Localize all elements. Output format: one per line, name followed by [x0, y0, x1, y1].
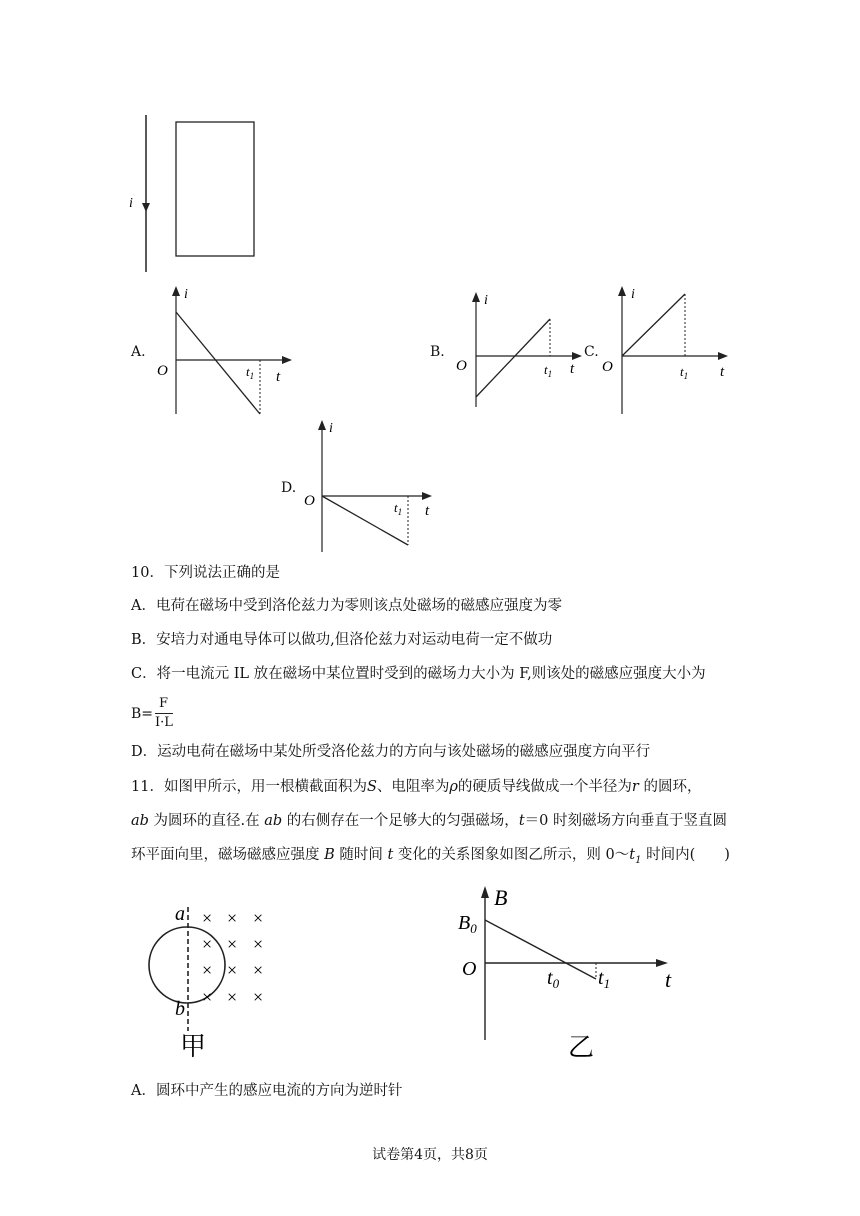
x-label: t [425, 503, 430, 519]
y-label: i [184, 287, 188, 302]
x-label: t [720, 364, 725, 380]
b0-label: $B_0$ [458, 912, 477, 936]
t1-label: $t_1$ [680, 364, 689, 381]
t1-label: $t_1$ [598, 967, 611, 991]
y-axis-label: B [494, 885, 508, 910]
x-arrow-icon [718, 352, 728, 360]
cross-icon: × [202, 934, 213, 954]
origin-label: O [304, 493, 315, 509]
origin-label: O [157, 363, 168, 379]
t1-label: $t_1$ [394, 500, 403, 517]
y-label: i [329, 421, 333, 436]
origin-label: O [602, 359, 613, 375]
current-line [476, 319, 553, 397]
cross-icon: × [202, 960, 213, 980]
q10-stem: 10．下列说法正确的是 [131, 565, 280, 581]
current-label: i [129, 196, 133, 211]
figure-caption-jia: 甲 [180, 1032, 207, 1061]
magnetic-field-crosses [202, 908, 263, 1007]
b-line [485, 920, 596, 979]
rectangular-loop [176, 122, 254, 256]
x-arrow-icon [282, 356, 292, 364]
x-label: t [570, 361, 575, 377]
y-arrow-icon [172, 286, 180, 296]
option-c-label[interactable]: C. [584, 344, 599, 360]
current-line [622, 294, 685, 356]
option-c-graph [598, 284, 738, 416]
wire-loop-figure [110, 110, 270, 280]
ring [149, 927, 225, 1003]
cross-icon: × [227, 908, 238, 928]
t1-label: $t_1$ [246, 364, 255, 381]
option-b-graph [450, 290, 590, 415]
q10-option-a[interactable]: A．电荷在磁场中受到洛伦兹力为零则该点处磁场的磁感应强度为零 [131, 598, 562, 614]
q11-option-a[interactable]: A．圆环中产生的感应电流的方向为逆时针 [131, 1083, 403, 1099]
eq-denominator: I·L [155, 715, 173, 730]
option-d-graph [298, 418, 443, 554]
y-arrow-icon [618, 286, 626, 296]
current-line [176, 312, 260, 414]
y-arrow-icon [472, 292, 480, 302]
cross-icon: × [253, 908, 264, 928]
figure-jia [145, 895, 275, 1065]
eq-prefix: B= [131, 706, 154, 722]
cross-icon: × [202, 987, 213, 1007]
cross-icon: × [253, 934, 264, 954]
point-a-label: a [175, 903, 185, 925]
cross-icon: × [253, 960, 264, 980]
option-a-label[interactable]: A. [131, 344, 146, 360]
cross-icon: × [227, 934, 238, 954]
y-label: i [631, 287, 635, 302]
q10-option-c[interactable]: C．将一电流元 IL 放在磁场中某位置时受到的磁场力大小为 F,则该处的磁感应强度大小为 [131, 666, 706, 682]
y-label: i [484, 293, 488, 308]
q10-option-b[interactable]: B．安培力对通电导体可以做功,但洛伦兹力对运动电荷一定不做功 [131, 632, 553, 648]
x-arrow-icon [656, 959, 668, 967]
cross-icon: × [227, 987, 238, 1007]
fraction-bar [155, 713, 173, 714]
q10-option-d[interactable]: D．运动电荷在磁场中某处所受洛伦兹力的方向与该处磁场的磁感应强度方向平行 [131, 744, 651, 760]
option-a-graph [150, 284, 295, 420]
t0-label: $t_0$ [547, 967, 560, 991]
x-arrow-icon [422, 492, 432, 500]
point-b-label: b [175, 998, 185, 1020]
current-arrow [142, 203, 150, 212]
cross-icon: × [227, 960, 238, 980]
page-footer: 试卷第4页，共8页 [372, 1147, 488, 1163]
y-arrow-icon [318, 420, 326, 430]
option-d-label[interactable]: D. [281, 480, 297, 496]
t1-label: $t_1$ [544, 362, 553, 379]
q11-stem-line3: 环平面向里，磁场磁感应强度 B 随时间 t 变化的关系图象如图乙所示，则 $0\sim t_1$ 时间内( ) [131, 847, 730, 866]
q11-stem-line1: 11．如图甲所示，用一根横截面积为S、电阻率为ρ的硬质导线做成一个半径为r 的圆环， [131, 779, 702, 795]
origin-label: O [456, 358, 467, 374]
q11-stem-line2: ab 为圆环的直径.在 ab 的右侧存在一个足够大的匀强磁场，t＝0 时刻磁场方向垂直于竖直圆 [131, 813, 727, 829]
figure-yi [450, 880, 690, 1065]
x-axis-label: t [665, 967, 672, 992]
cross-icon: × [202, 908, 213, 928]
option-b-label[interactable]: B. [430, 344, 445, 360]
origin-label: O [462, 958, 477, 980]
y-arrow-icon [481, 886, 489, 898]
figure-caption-yi: 乙 [568, 1033, 595, 1062]
eq-numerator: F [159, 696, 169, 711]
x-label: t [276, 369, 281, 385]
cross-icon: × [253, 987, 264, 1007]
x-arrow-icon [572, 352, 582, 360]
